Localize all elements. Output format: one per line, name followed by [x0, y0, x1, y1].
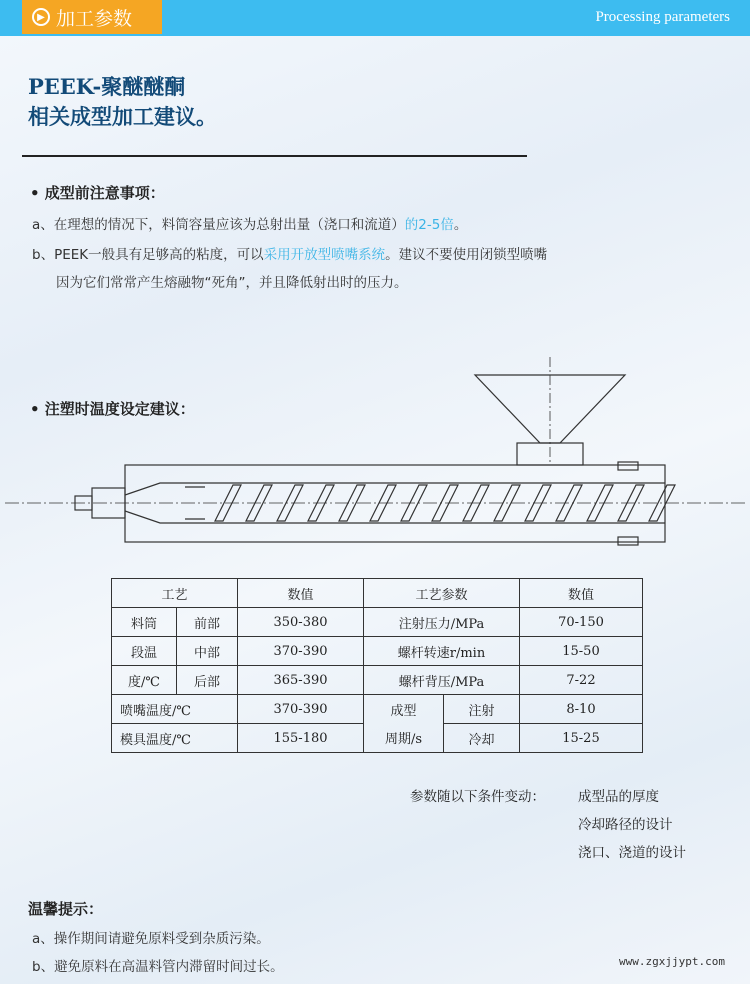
- cell: 冷却: [444, 724, 520, 753]
- header-value: 数值: [238, 579, 364, 608]
- table-row: [112, 637, 643, 666]
- note-b-text: b、PEEK一般具有足够高的粘度，可以: [32, 247, 264, 263]
- cell: 螺杆转速r/min: [364, 637, 520, 666]
- cell: 15-25: [520, 724, 643, 753]
- screw-diagram: [0, 355, 750, 555]
- cell: 前部: [177, 608, 238, 637]
- title-line-2: 相关成型加工建议。: [28, 104, 217, 129]
- condition-item: 成型品的厚度: [578, 789, 659, 805]
- divider: [22, 155, 527, 157]
- cell: 350-380: [238, 608, 364, 637]
- section-tag: [22, 0, 162, 34]
- pre-molding-heading: • 成型前注意事项：: [30, 184, 165, 202]
- note-b: [32, 243, 547, 263]
- process-table: [111, 578, 643, 753]
- note-a-highlight: 的2-5倍: [404, 217, 454, 233]
- condition-item: 冷却路径的设计: [578, 817, 673, 833]
- tips-heading: 温馨提示：: [28, 900, 104, 918]
- cell: 370-390: [238, 637, 364, 666]
- temp-heading: • 注塑时温度设定建议：: [30, 400, 195, 418]
- title-line-1: PEEK-聚醚醚酮: [28, 74, 186, 99]
- cell: 注射: [444, 695, 520, 724]
- cell: 段温: [112, 637, 177, 666]
- note-a: [32, 213, 467, 233]
- cell: 度/℃: [112, 666, 177, 695]
- cell: 7-22: [520, 666, 643, 695]
- header-value-2: 数值: [520, 579, 643, 608]
- cell: 370-390: [238, 695, 364, 724]
- play-circle-icon: ▶: [32, 8, 50, 26]
- table-row: [112, 724, 643, 753]
- header-process: 工艺: [112, 579, 238, 608]
- cell: 料筒: [112, 608, 177, 637]
- cell: 中部: [177, 637, 238, 666]
- note-b-line2: 因为它们常常产生熔融物“死角”，并且降低射出时的压力。: [56, 275, 408, 291]
- tip-a: a、操作期间请避免原料受到杂质污染。: [32, 931, 270, 947]
- cell: 后部: [177, 666, 238, 695]
- conditions-label: 参数随以下条件变动：: [410, 789, 545, 805]
- table-row: [112, 666, 643, 695]
- section-tag-label: 加工参数: [56, 7, 133, 30]
- header-param: 工艺参数: [364, 579, 520, 608]
- cell: 螺杆背压/MPa: [364, 666, 520, 695]
- cell: 155-180: [238, 724, 364, 753]
- condition-item: 浇口、浇道的设计: [578, 845, 686, 861]
- page-title: [28, 72, 217, 132]
- cell: 成型: [364, 695, 444, 724]
- cell: 注射压力/MPa: [364, 608, 520, 637]
- cell: 喷嘴温度/℃: [112, 695, 238, 724]
- cell: 周期/s: [364, 724, 444, 753]
- note-a-text: a、在理想的情况下，料筒容量应该为总射出量（浇口和流道）: [32, 217, 405, 233]
- note-a-end: 。: [453, 217, 468, 233]
- cell: 70-150: [520, 608, 643, 637]
- english-subtitle: Processing parameters: [595, 9, 730, 25]
- table-header-row: [112, 579, 643, 608]
- note-b-highlight: 采用开放型喷嘴系统: [263, 247, 386, 263]
- table-row: [112, 608, 643, 637]
- tip-b: b、避免原料在高温料管内滞留时间过长。: [32, 959, 284, 975]
- table-row: [112, 695, 643, 724]
- watermark: www.zgxjjypt.com: [619, 955, 725, 968]
- cell: 模具温度/℃: [112, 724, 238, 753]
- cell: 365-390: [238, 666, 364, 695]
- cell: 15-50: [520, 637, 643, 666]
- note-b-end: 。建议不要使用闭锁型喷嘴: [385, 247, 548, 263]
- cell: 8-10: [520, 695, 643, 724]
